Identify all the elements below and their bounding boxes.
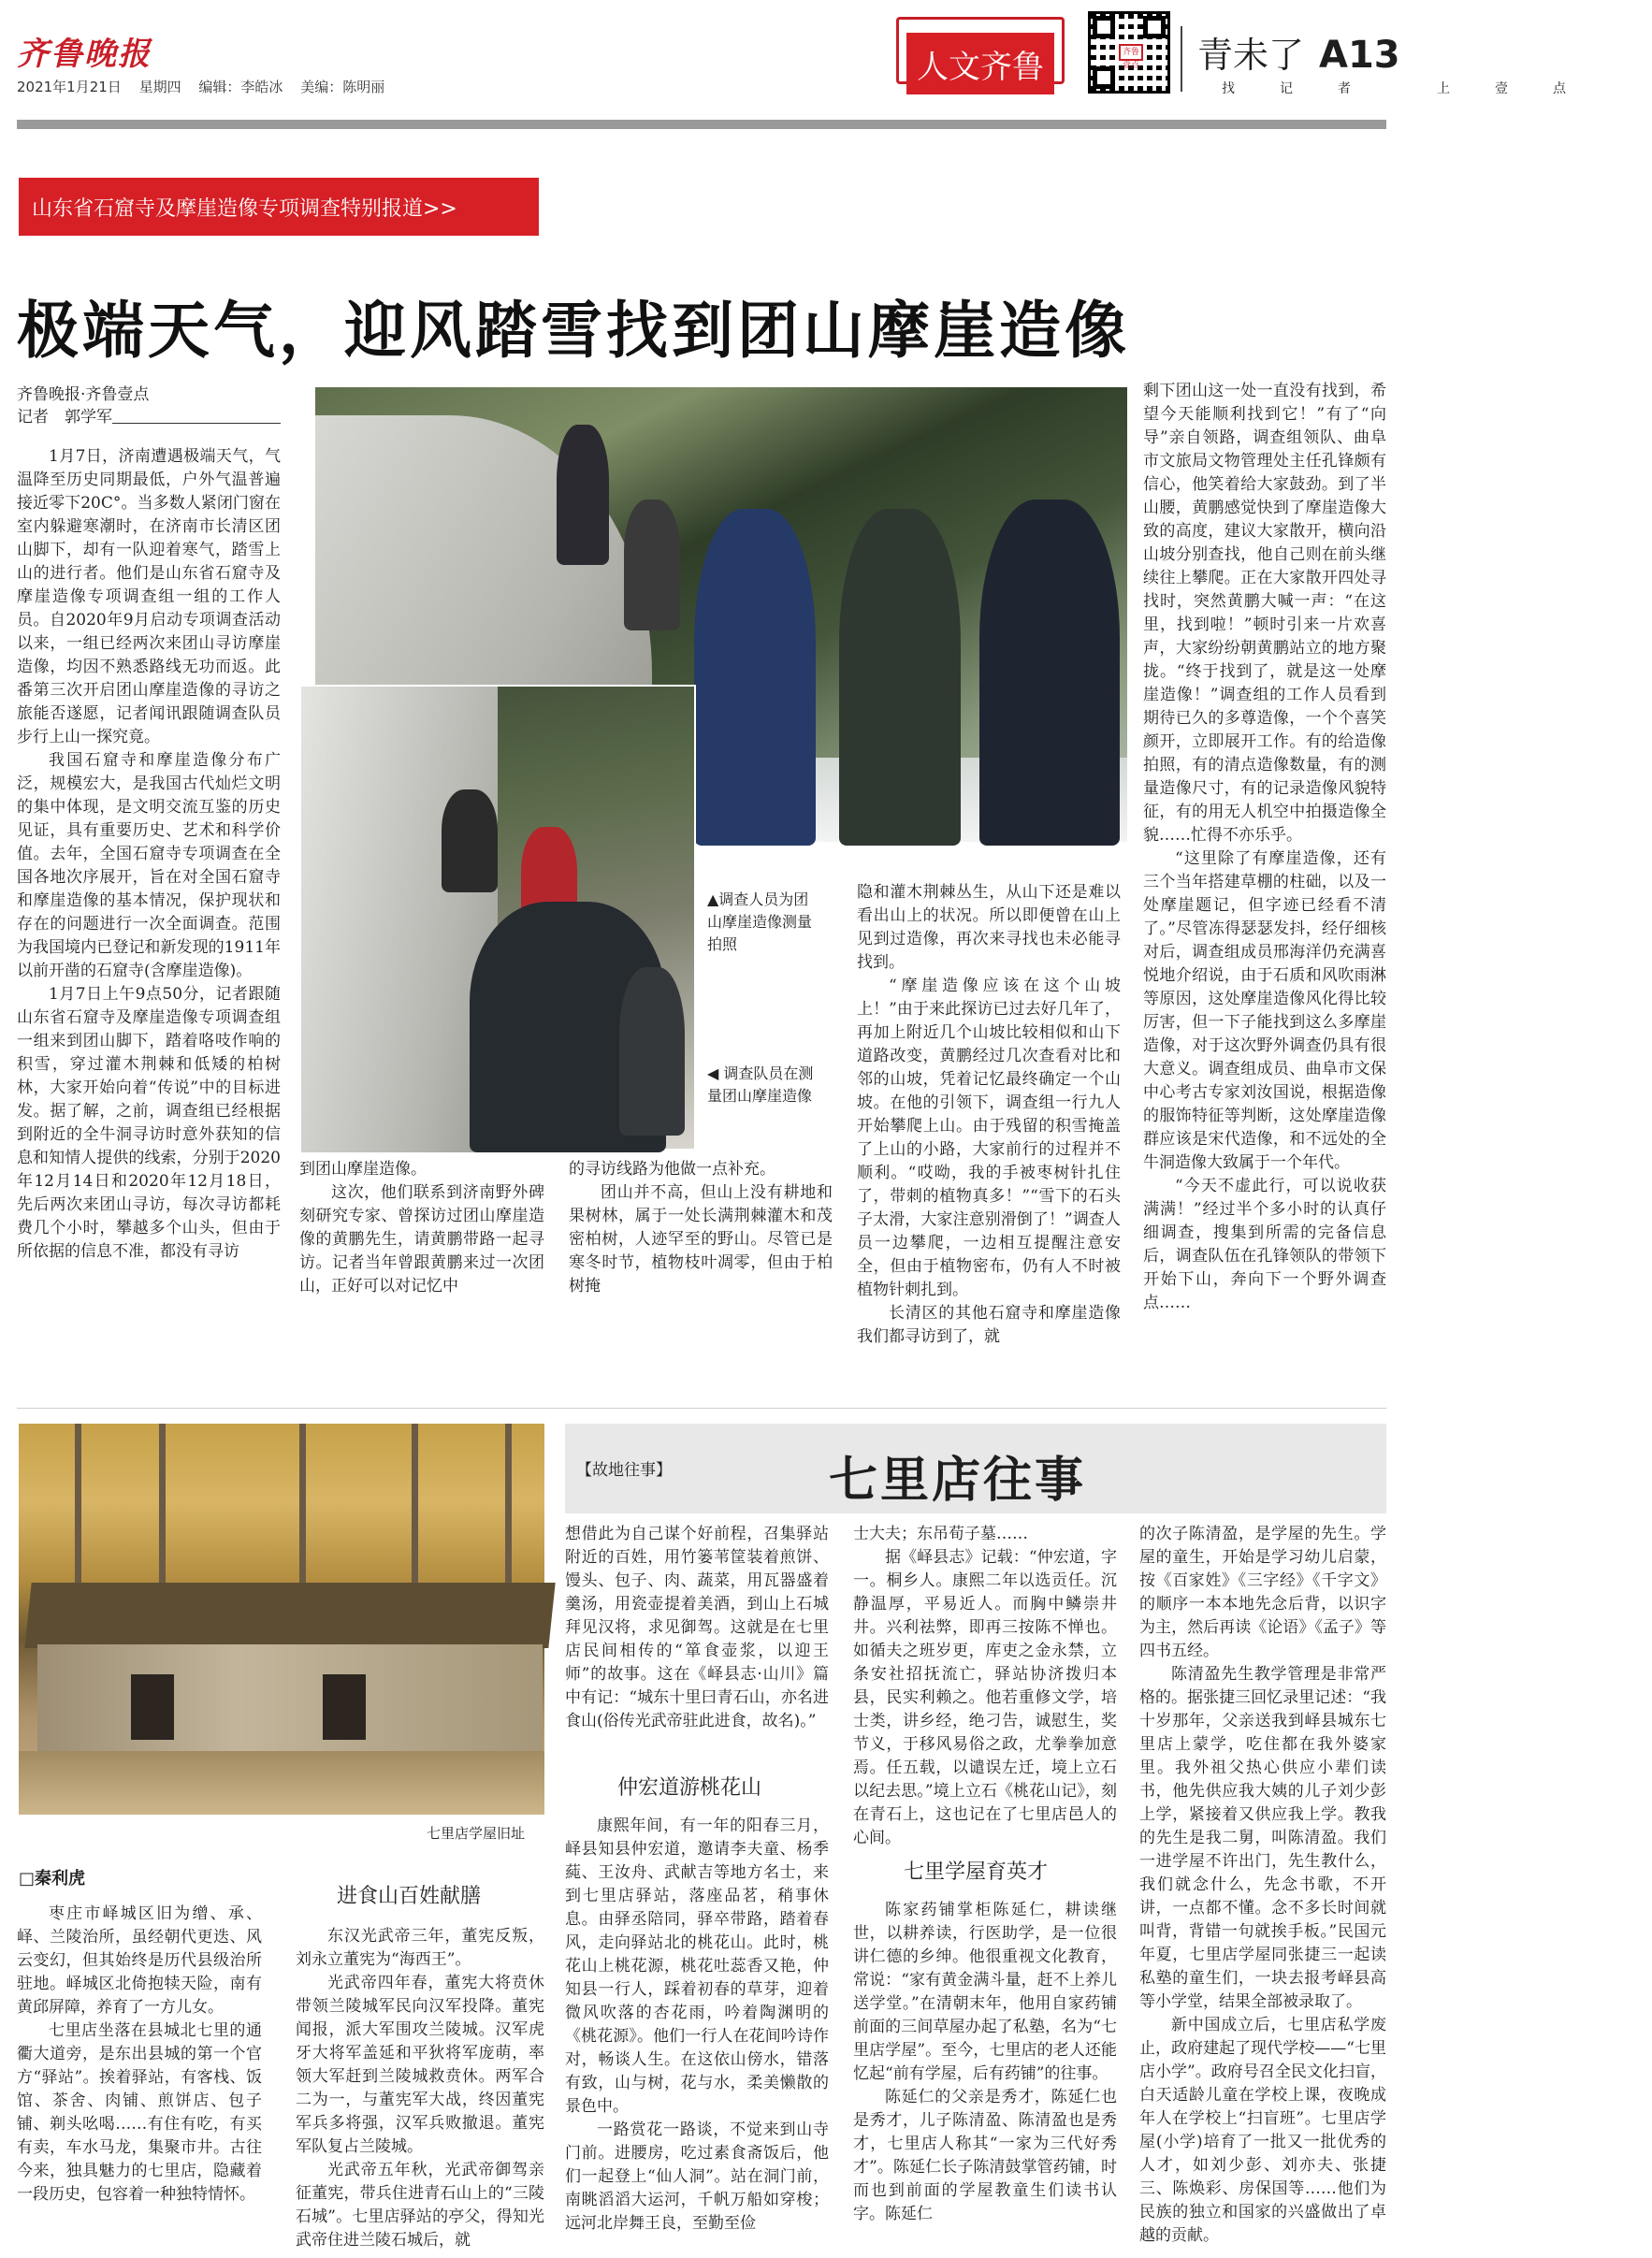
qr-label: 齐鲁壹点 xyxy=(1119,44,1143,61)
column-name: 青未了 xyxy=(1197,35,1305,76)
app-word: 上 壹 点 xyxy=(1437,81,1570,96)
paragraph: 一路赏花一路谈，不觉来到山寺门前。进腰房，吃过素食斋饭后，他们一起登上“仙人洞”。站在洞门前，南眺滔滔大运河，千帆万船如穿梭；远河北岸舞王良，至勤至俭 xyxy=(565,2120,829,2233)
paragraph: 的寻访线路为他做一点补充。 xyxy=(569,1160,775,1179)
story-separator xyxy=(17,1408,1386,1409)
paragraph: 新中国成立后，七里店私学废止，政府建起了现代学校——“七里店小学”。政府号召全民文化扫盲，白天适龄儿童在学校上课，夜晚成年人在学校上“扫盲班”。七里店学屋(小学)培育了一批又一批优秀的人才，如刘少彭、刘亦夫、张捷三、陈焕彩、房保国等……他们为民族的独立和国家的兴盛做出了卓越的贡献。 xyxy=(1139,2016,1386,2245)
paragraph: 光武帝四年春，董宪大将贲休带领兰陵城军民向汉军投降。董宪闻报，派大军围攻兰陵城。汉军虎牙大将军盖延和平狄将军庞萌，率领大军赶到兰陵城救贲休。两军合二为一，与董宪军大战，终因董宪军兵多将强，汉军兵败撤退。董宪军队复占兰陵城。 xyxy=(296,1974,544,2156)
paragraph: 这次，他们联系到济南野外碑刻研究专家、曾探访过团山摩崖造像的黄鹏先生，请黄鹏带路一起寻访。记者当年曾跟黄鹏来过一次团山，正好可以对记忆中 xyxy=(299,1183,544,1295)
paragraph: 想借此为自己谋个好前程，召集驿站附近的百姓，用竹篓苇筐装着煎饼、馒头、包子、肉、蔬菜，用瓦器盛着羹汤，用瓷壶提着美酒，到山上石城拜见汉将，求见御驾。这就是在七里店民间相传的“箪食壶浆，以迎王师”的故事。这在《峄县志·山川》篇中有记：“城东十里曰青石山，亦名进食山(俗传光武帝驻此进食，故名)。” xyxy=(565,1525,829,1730)
paragraph: 到团山摩崖造像。 xyxy=(299,1160,427,1179)
story1-byline xyxy=(17,384,149,428)
paragraph: 陈家药铺掌柜陈延仁，耕读继世，以耕养读，行医助学，是一位很讲仁德的乡绅。他很重视文化教育，常说：“家有黄金满斗量，赶不上养儿送学堂。”在清朝末年，他用自家药铺前面的三间草屋办起了私塾，名为“七里店学屋”。至今，七里店的老人还能忆起“前有学屋，后有药铺”的往事。 xyxy=(853,1901,1117,2083)
paragraph: 的次子陈清盈，是学屋的先生。学屋的童生，开始是学习幼儿启蒙，按《百家姓》《三字经》《千字文》的顺序一本本地先念后背，以识字为主，然后再读《论语》《孟子》等四书五经。 xyxy=(1139,1525,1386,1660)
page-number: A13 xyxy=(1319,34,1400,77)
issue-designer: 美编：陈明丽 xyxy=(300,79,385,95)
paragraph: 长清区的其他石窟寺和摩崖造像我们都寻访到了，就 xyxy=(857,1304,1121,1346)
paragraph: 士大夫；东吊荀子墓…… xyxy=(853,1525,1028,1543)
issue-meta xyxy=(17,77,398,96)
paragraph: “摩崖造像应该在这个山坡上！”由于来此探访已过去好几年了，再加上附近几个山坡比较相似和山下道路改变，黄鹏经过几次查看对比和邻的山坡，凭着记忆最终确定一个山坡。在他的引领下，调查组一行九人开始攀爬上山。由于残留的积雪掩盖了上山的小路，大家前行的过程并不顺利。“哎呦，我的手被枣树针扎住了，带刺的植物真多！”“雪下的石头子太滑，大家注意别滑倒了！”调查人员一边攀爬，一边相互提醒注意安全，但由于植物密布，仍有人不时被植物针刺扎到。 xyxy=(857,977,1121,1299)
story1-headline: 极端天气，迎风踏雪找到团山摩崖造像 xyxy=(17,294,1130,367)
story1-column-3 xyxy=(569,1158,833,1371)
issue-weekday: 星期四 xyxy=(138,79,181,95)
photo2-caption: ◀ 调查队员在测量团山摩崖造像 xyxy=(707,1064,814,1105)
subheading-xuewu: 七里学屋育英才 xyxy=(904,1860,1049,1884)
header-rule xyxy=(17,120,1386,129)
subheading-jinshishan: 进食山百姓献膳 xyxy=(337,1885,482,1908)
paragraph: 陈延仁的父亲是秀才，陈延仁也是秀才，儿子陈清盈、陈清盈也是秀才，七里店人称其“一家为三代好秀才”。陈延仁长子陈清鼓掌管药铺，时而也到前面的学屋教童生们读书认字。陈延仁 xyxy=(853,2088,1117,2223)
story2-column-4 xyxy=(853,1523,1117,1850)
paragraph: 团山并不高，但山上没有耕地和果树林，属于一处长满荆棘灌木和茂密柏树，人迹罕至的野山。尽管已是寒冬时节，植物枝叶凋零，但由于柏树掩 xyxy=(569,1183,833,1295)
story1-reporter: 记者 郭学军 xyxy=(17,408,112,427)
story2-column-3b xyxy=(565,1815,829,2249)
paragraph: 枣庄市峄城区旧为缯、承、峄、兰陵治所，虽经朝代更迭、风云变幻，但其始终是历代县级治所驻地。峄城区北倚抱犊天险，南有黄邱屏障，养育了一方儿女。 xyxy=(17,1904,262,2017)
column-title xyxy=(1197,26,1400,78)
issue-editor: 编辑：李皓冰 xyxy=(198,79,283,95)
paragraph: 我国石窟寺和摩崖造像分布广泛，规模宏大，是我国古代灿烂文明的集中体现，是文明交流互鉴的历史见证，具有重要历史、艺术和科学价值。去年，全国石窟寺专项调查在全国各地次序展开，旨在对全国石窟寺和摩崖造像的基本情况，保护现状和存在的问题进行一次全面调查。范围为我国境内已登记和新发现的1911年以前开凿的石窟寺(含摩崖造像)。 xyxy=(17,751,281,980)
story2-column-1 xyxy=(17,1903,262,2249)
byline-rule xyxy=(112,423,281,424)
story1-source: 齐鲁晚报·齐鲁壹点 xyxy=(17,385,150,404)
reporter-word: 找 记 者 xyxy=(1222,81,1355,96)
paragraph: “今天不虚此行，可以说收获满满！”经过半个多小时的认真仔细调查，搜集到所需的完备信息后，调查队伍在孔锋领队的带领下开始下山，奔向下一个野外调查点…… xyxy=(1143,1177,1386,1312)
section-badge xyxy=(896,17,1065,84)
story2-tag: 【故地往事】 xyxy=(576,1461,672,1480)
story2-column-2 xyxy=(296,1925,544,2249)
schoolhouse-photo-caption: 七里店学屋旧址 xyxy=(427,1825,526,1842)
story2-author: □秦利虎 xyxy=(19,1869,86,1889)
paragraph: 据《峄县志》记载：“仲宏道，字一。桐乡人。康熙二年以选贡任。沉静温厚，平易近人。而胸中鳞崇井井。兴利祛弊，即再三按陈不惮也。如循夫之班岁更，库吏之金永禁，立条安社招抚流亡，驿站协济拨归本县，民实利赖之。他若重修文学，培士类，讲乡经，绝刁告，诚慰生，奖节义，于移风易俗之政，尤拳拳加意焉。任五载，以谴误左迁，境上立石以纪去思。”境上立石《桃花山记》，刻在青石上，这也记在了七里店邑人的心间。 xyxy=(853,1548,1117,1847)
story2-column-5 xyxy=(1139,1523,1386,2249)
header-divider xyxy=(1181,26,1182,92)
story2-column-4b xyxy=(853,1899,1117,2249)
story1-column-5 xyxy=(1143,380,1386,1371)
photo1-caption: ▲调查人员为团山摩崖造像测量拍照 xyxy=(707,890,813,953)
rock-carving-measure-photo xyxy=(299,685,696,1151)
paragraph: 光武帝五年秋，光武帝御驾亲征董宪，带兵住进青石山上的“三陵石城”。七里店驿站的亭父，得知光武帝住进兰陵石城后，就 xyxy=(296,2161,544,2250)
paragraph: 1月7日，济南遭遇极端天气，气温降至历史同期最低，户外气温普遍接近零下20C°。当多数人紧闭门窗在室内躲避寒潮时，在济南市长清区团山脚下，却有一队迎着寒气，踏雪上山的进行者。他们是山东省石窟寺及摩崖造像专项调查组一组的工作人员。自2020年9月启动专项调查活动以来，一组已经两次来团山寻访摩崖造像，均因不熟悉路线无功而返。此番第三次开启团山摩崖造像的寻访之旅能否遂愿，记者闻讯跟随调查队员步行上山一探究竟。 xyxy=(17,447,281,746)
section-label: 人文齐鲁 xyxy=(906,33,1054,94)
paragraph: 东汉光武帝三年，董宪反叛，刘永立董宪为“海西王”。 xyxy=(296,1927,544,1969)
qr-code-icon[interactable] xyxy=(1088,11,1170,94)
story1-column-4 xyxy=(857,881,1121,1371)
paragraph: 1月7日上午9点50分，记者跟随山东省石窟寺及摩崖造像专项调查组一组来到团山脚下，踏着咯吱作响的积雪，穿过灌木荆棘和低矮的柏树林，大家开始向着“传说”中的目标进发。据了解，之前，调查组已经根据到附近的全牛洞寻访时意外获知的信息和知情人提供的线索，分别于2020年12月14日和2020年12月18日，先后两次来团山寻访，每次寻访都耗费几个小时，攀越多个山头，但由于所依据的信息不准，都没有寻访 xyxy=(17,985,281,1261)
special-report-banner[interactable]: 山东省石窟寺及摩崖造像专项调查特别报道>> xyxy=(19,178,539,236)
subheading-taohuashan: 仲宏道游桃花山 xyxy=(617,1776,762,1800)
paragraph: 陈清盈先生教学管理是非常严格的。据张捷三回忆录里记述：“我十岁那年，父亲送我到峄县城东七里店上蒙学，吃住都在我外婆家里。我外祖父热心供应小辈们读书，他先供应我大姨的儿子刘少彭上学，紧接着又供应我上学。教我的先生是我二舅，叫陈清盈。我们一进学屋不许出门，先生教什么，我们就念什么，先念书歌，不开讲，一点都不懂。念不多长时间就叫背，背错一句就挨手板。”民国元年夏，七里店学屋同张捷三一起读私塾的童生们，一块去报考峄县高等小学堂，结果全部被录取了。 xyxy=(1139,1665,1386,2011)
issue-date: 2021年1月21日 xyxy=(17,79,122,95)
reporter-hotline xyxy=(1222,79,1652,97)
story1-column-1 xyxy=(17,445,281,1371)
paragraph: 康熙年间，有一年的阳春三月，峄县知县仲宏道，邀请李夫童、杨季蒓、王汝舟、武献吉等地方名士，来到七里店驿站，落座品茗，稍事休息。由驿丞陪同，驿卒带路，踏着春风，走向驿站北的桃花山。此时，桃花山上桃花源，桃花吐蕊香又艳，仲知县一行人，踩着初春的草芽，迎着微风吹落的杏花雨，吟着陶渊明的《桃花源》。他们一行人在花间吟诗作对，畅谈人生。在这依山傍水，错落有致，山与树，花与水，柔美懒散的景色中。 xyxy=(565,1817,829,2116)
story2-column-3 xyxy=(565,1523,829,1768)
story1-column-2 xyxy=(299,1158,544,1371)
story2-title: 七里店往事 xyxy=(829,1452,1087,1509)
old-schoolhouse-photo xyxy=(19,1424,544,1815)
newspaper-logo: 齐鲁晚报 xyxy=(17,36,152,73)
paragraph: 隐和灌木荆棘丛生，从山下还是难以看出山上的状况。所以即便曾在山上见到过造像，再次来寻找也未必能寻找到。 xyxy=(857,883,1121,972)
paragraph: “这里除了有摩崖造像，还有三个当年搭建草棚的柱础，以及一处摩崖题记，但字迹已经看不清了。”尽管冻得瑟瑟发抖，经仔细核对后，调查组成员邢海洋仍充满喜悦地介绍说，由于石质和风吹雨淋等原因，这处摩崖造像风化得比较厉害，但一下子能找到这么多摩崖造像，对于这次野外调查仍具有很大意义。调查组成员、曲阜市文保中心考古专家刘汝国说，根据造像的服饰特征等判断，这处摩崖造像群应该是宋代造像，和不远处的全牛洞造像大致属于一个年代。 xyxy=(1143,849,1386,1172)
paragraph: 七里店坐落在县城北七里的通衢大道旁，是东出县城的第一个官方“驿站”。挨着驿站，有客栈、饭馆、茶舍、肉铺、煎饼店、包子铺、剃头吆喝……有住有吃，有买有卖，车水马龙，集聚市井。古往今来，独具魅力的七里店，隐藏着一段历史，包容着一种独特情怀。 xyxy=(17,2021,262,2204)
paragraph: 剩下团山这一处一直没有找到，希望今天能顺利找到它！”有了“向导”亲自领路，调查组领队、曲阜市文旅局文物管理处主任孔锋颇有信心，他笑着给大家鼓劲。到了半山腰，黄鹏感觉快到了摩崖造像大致的高度，建议大家散开，横向沿山坡分别查找，他自己则在前头继续往上攀爬。正在大家散开四处寻找时，突然黄鹏大喊一声：“在这里，找到啦！”顿时引来一片欢喜声，大家纷纷朝黄鹏站立的地方聚拢。“终于找到了，就是这一处摩崖造像！”调查组的工作人员看到期待已久的多尊造像，一个个喜笑颜开，立即展开工作。有的给造像拍照，有的清点造像数量，有的测量造像尺寸，有的记录造像风貌特征，有的用无人机空中拍摄造像全貌……忙得不亦乐乎。 xyxy=(1143,382,1386,845)
